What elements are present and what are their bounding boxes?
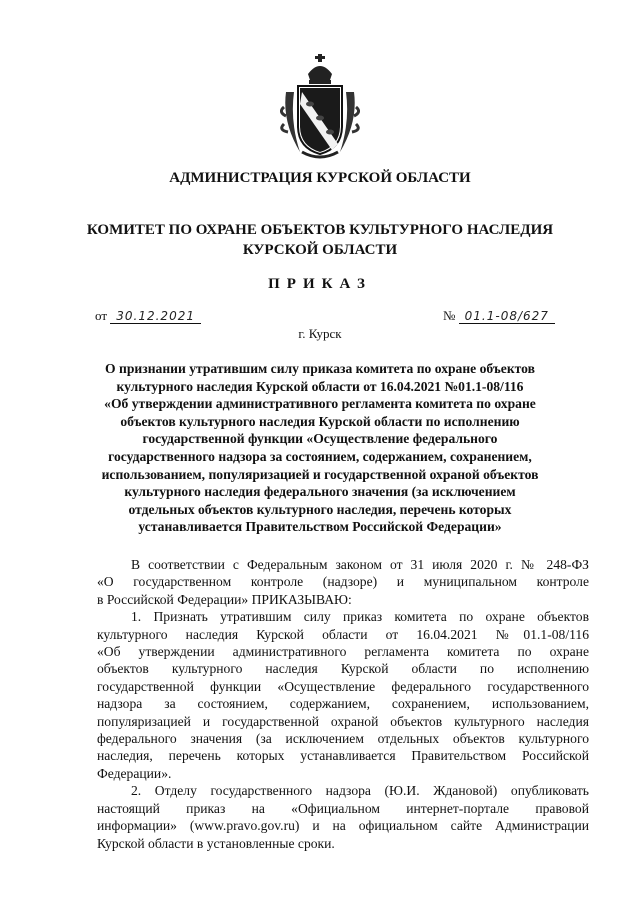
body-line: настоящий приказ на «Официальном интернет-портале правовой [97, 800, 589, 816]
body-line: государственной функции «Осуществление федерального государственного [97, 678, 589, 694]
body-line: надзора за состоянием, содержанием, сохранением, использованием, [97, 696, 589, 712]
body-line: «О государственном контроле (надзоре) и муниципальном контроле [97, 574, 589, 590]
document-type-title: ПРИКАЗ [268, 276, 372, 292]
order-date [95, 308, 201, 324]
body-line: федерального значения (за исключением отдельных объектов культурного [97, 731, 589, 747]
body-line: наследия, перечень которых устанавливается Правительством Российской [97, 748, 589, 764]
committee-heading [0, 220, 640, 260]
body-line: Федерации». [97, 765, 172, 781]
committee-heading-line: КОМИТЕТ ПО ОХРАНЕ ОБЪЕКТОВ КУЛЬТУРНОГО НАСЛЕДИЯ [86, 222, 554, 238]
subject-line: устанавливается Правительством Российской Федерации» [138, 519, 502, 535]
body-line: информации» (www.pravo.gov.ru) и на официальном сайте Администрации [97, 818, 589, 834]
subject-line: использованием, популяризацией и государственной охраной объектов [101, 466, 539, 482]
body-line: «Об утверждении административного регламента комитета по охране [97, 644, 589, 660]
number-prefix: № [443, 308, 456, 323]
body-line: в Российской Федерации» ПРИКАЗЫВАЮ: [97, 591, 352, 607]
kursk-coat-of-arms-icon [280, 52, 360, 162]
order-body [97, 556, 589, 852]
date-prefix: от [95, 308, 108, 323]
subject-line: «Об утверждении административного регламента комитета по охране [104, 396, 536, 412]
body-line: популяризацией и государственной охраной объектов культурного наследия [97, 713, 589, 729]
body-line: культурного наследия Курской области от 16.04.2021 №01.1-08/116 [97, 626, 589, 642]
subject-line: отдельных объектов культурного наследия, перечень которых [128, 501, 512, 517]
subject-line: культурного наследия Курской области от 16.04.2021 №01.1-08/116 [116, 378, 524, 394]
subject-line: О признании утратившим силу приказа комитета по охране объектов [105, 361, 535, 376]
body-line: В соответствии с Федеральным законом от 31 июля 2020 г. № 248-ФЗ [131, 557, 589, 572]
subject-line: государственного надзора за состоянием, содержанием, сохранением, [108, 448, 532, 464]
subject-line: государственной функции «Осуществление федерального [142, 431, 498, 447]
body-line: объектов культурного наследия Курской области по исполнению [97, 661, 589, 677]
committee-heading-line: КУРСКОЙ ОБЛАСТИ [242, 242, 398, 258]
subject-line: культурного наследия федерального значения (за исключением [124, 484, 516, 500]
handwritten-date: 30.12.2021 [110, 309, 201, 324]
handwritten-number: 01.1-08/627 [459, 309, 555, 324]
body-line: Курской области в установленные сроки. [97, 835, 335, 851]
administration-heading: АДМИНИСТРАЦИЯ КУРСКОЙ ОБЛАСТИ [169, 170, 471, 186]
city-line: г. Курск [298, 326, 342, 341]
order-number [443, 308, 555, 324]
order-subject [92, 360, 548, 536]
subject-line: объектов культурного наследия Курской области по исполнению [120, 413, 520, 429]
body-line: 1. Признать утратившим силу приказ комитета по охране объектов [131, 609, 589, 625]
body-line: 2. Отделу государственного надзора (Ю.И. Ждановой) опубликовать [131, 783, 589, 799]
